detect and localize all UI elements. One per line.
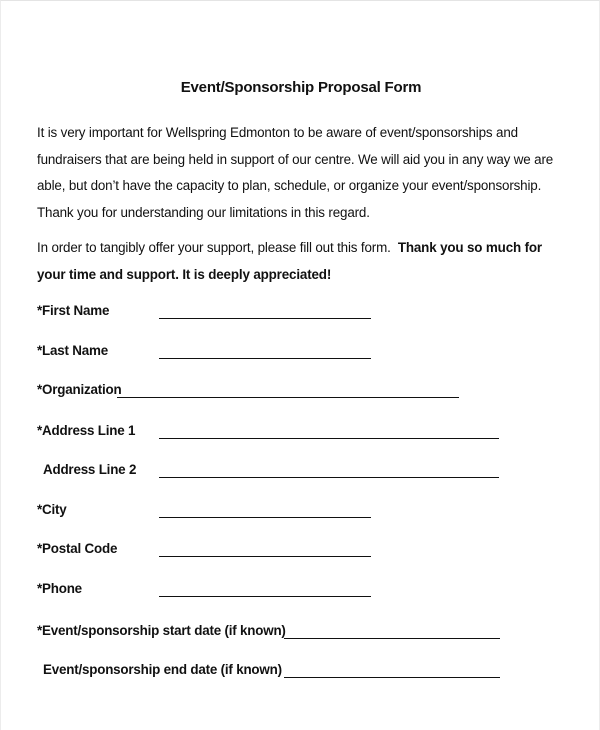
address-line-2-field[interactable] <box>159 477 499 478</box>
organization-label: *Organization <box>37 382 122 397</box>
address-line-2-label: Address Line 2 <box>43 462 137 477</box>
page-title: Event/Sponsorship Proposal Form <box>180 79 422 96</box>
start-date-field[interactable] <box>284 638 500 639</box>
end-date-label: Event/sponsorship end date (if known) <box>43 662 282 677</box>
instruction-text: In order to tangibly offer your support, please fill out this form. <box>37 240 391 255</box>
postal-code-label: *Postal Code <box>37 541 118 556</box>
address-line-1-label: *Address Line 1 <box>37 423 136 438</box>
address-line-1-field[interactable] <box>159 438 499 439</box>
phone-label: *Phone <box>37 581 82 596</box>
instruction-paragraph <box>37 235 569 288</box>
last-name-label: *Last Name <box>37 343 108 358</box>
first-name-field[interactable] <box>159 318 371 319</box>
phone-field[interactable] <box>159 596 371 597</box>
first-name-label: *First Name <box>37 303 110 318</box>
start-date-label: *Event/sponsorship start date (if known) <box>37 623 286 638</box>
end-date-field[interactable] <box>284 677 500 678</box>
last-name-field[interactable] <box>159 358 371 359</box>
thanks-text: Thank you so much for your time and support. It is deeply appreciated! <box>37 240 542 282</box>
intro-paragraph: It is very important for Wellspring Edmonton to be aware of event/sponsorships and fundraisers that are being held in support of our centre. We will aid you in any way we are able, but don’t have the capacity to plan, schedule, or organize your event/sponsorship. Thank you for understanding our limitations in this regard. <box>37 125 554 220</box>
city-label: *City <box>37 502 67 517</box>
organization-field[interactable] <box>117 397 459 398</box>
city-field[interactable] <box>159 517 371 518</box>
postal-code-field[interactable] <box>159 556 371 557</box>
